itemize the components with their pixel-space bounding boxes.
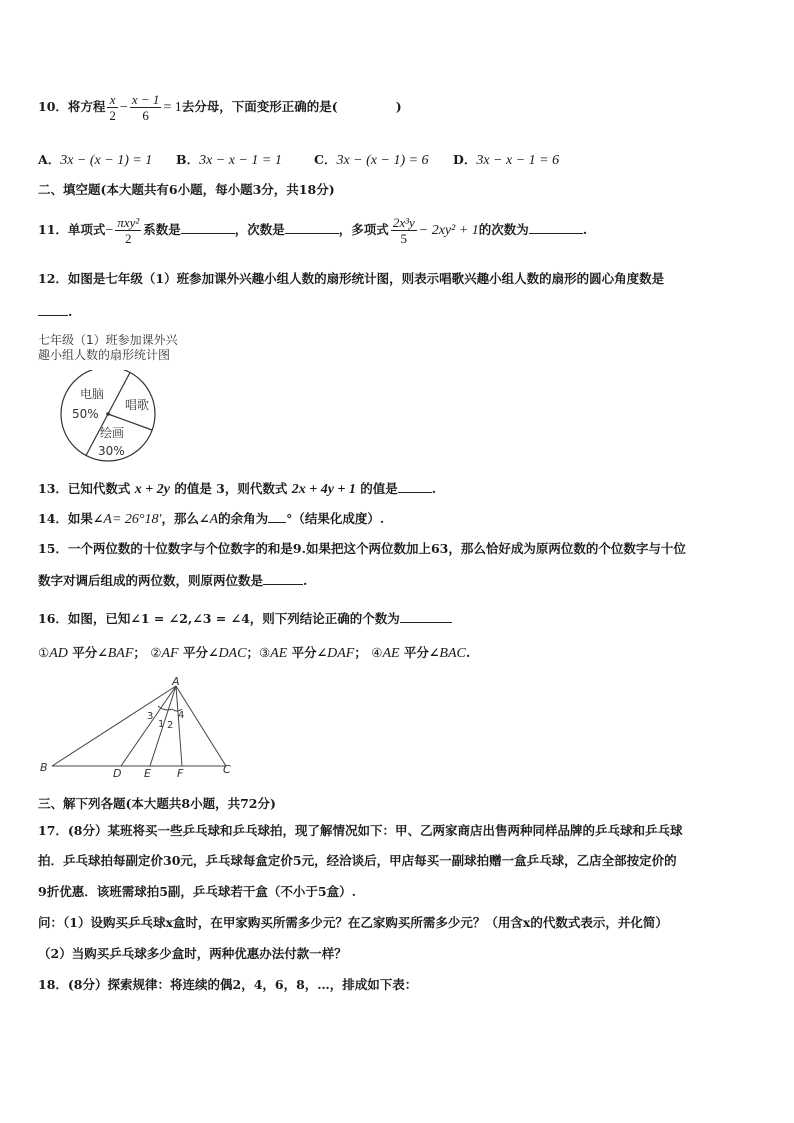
option-letter: B． [176,152,200,167]
q13-text: 的值是 3，则代数式 [174,481,288,496]
triangle-figure [34,676,244,780]
circled-number: ① [38,645,50,660]
angle: BAC [439,646,466,661]
circled-number: ④ [371,645,383,660]
option-letter: C． [314,152,337,167]
side-ac [176,686,226,766]
numerator: 2x³y [392,215,415,230]
angle-value: = 26°18′ [111,512,162,527]
segment: AD [49,646,68,661]
q13-text: 的值是 [360,481,398,496]
period: . [68,304,73,319]
question-10 [38,92,402,123]
angle-label-3: 3 [147,711,154,722]
separator: ； [133,645,146,660]
segment: AE [270,646,288,661]
denominator: 6 [142,108,149,123]
question-17-line3: 9折优惠．该班需球拍5副，乒乓球若干盒（不小于5盒）. [38,884,356,899]
close-paren: ) [395,99,402,114]
section-3-heading: 三、解下列各题(本大题共8小题，共72分) [38,796,276,811]
q10-text: 去分母，下面变形正确的是( [181,99,338,114]
answer-blank [181,221,235,234]
question-18: 18．(8分）探索规律：将连续的偶2，4，6，8，…，排成如下表： [38,977,418,992]
variable: A [103,512,112,527]
sector-percent-computer: 50% [72,407,99,421]
answer-blank [38,303,68,316]
q14-text: ，那么∠ [161,511,210,526]
option-expr: 3x − (x − 1) = 6 [336,153,429,168]
period: . [465,645,471,660]
question-16 [38,610,452,627]
pie-center [106,412,110,416]
sector-label-drawing: 绘画 [100,426,125,440]
q13-label: 13．已知代数式 [38,481,131,496]
question-12-line2 [38,303,72,320]
vertex-a: A [172,676,180,688]
vertex-f: F [177,767,184,780]
sector-label-singing: 唱歌 [125,398,150,412]
q16-text: 16．如图，已知∠1 = ∠2,∠3 = ∠4，则下列结论正确的个数为 [38,611,400,626]
option-a [38,150,152,169]
answer-blank [268,510,286,523]
question-15: 15．一个两位数的十位数字与个位数字的和是9.如果把这个两位数加上63，那么恰好成为原两位数的个位数字与十位 [38,541,686,556]
conclusion-text: 平分∠ [182,645,219,660]
denominator: 2 [125,231,132,246]
option-letter: A． [38,152,61,167]
variable: A [209,512,219,527]
answer-blank [285,221,339,234]
sector-label-computer: 电脑 [80,387,105,401]
fraction [107,92,118,123]
equals-one: = 1 [163,100,182,115]
numerator: x [107,92,118,108]
answer-blank [400,610,452,623]
minus-sign: − [119,100,128,115]
expression: x + 2y [134,482,170,497]
option-expr: 3x − (x − 1) = 1 [60,153,153,168]
pie-caption-line1: 七年级（1）班参加课外兴 [38,333,178,347]
conclusion-text: 平分∠ [291,645,328,660]
circled-number: ② [150,645,162,660]
conclusion-text: 平分∠ [403,645,440,660]
q11-text: ，次数是 [234,222,285,237]
question-17-line1: 17．(8分）某班将买一些乒乓球和乒乓球拍，现了解情况如下：甲、乙两家商店出售两种同样品牌的乒乓球和乒乓球 [38,823,683,838]
q10-label: 10．将方程 [38,99,106,114]
period: . [303,573,308,588]
q11-text: 的次数为 [478,222,529,237]
option-expr: 3x − x − 1 = 1 [199,153,282,168]
segment: AE [382,646,400,661]
q11-label: 11．单项式 [38,222,106,237]
separator: ； [354,645,367,660]
option-c [314,150,429,169]
question-11 [38,215,587,246]
vertex-c: C [223,763,231,776]
pie-chart [58,370,164,466]
fraction [130,92,162,123]
option-d [453,150,559,169]
answer-blank [398,480,432,493]
denominator: 2 [109,108,116,123]
vertex-e: E [144,767,151,780]
option-expr: 3x − x − 1 = 6 [476,153,560,168]
segment: AF [161,646,179,661]
numerator: πxy² [117,215,140,230]
fraction [391,215,417,246]
expression: 2x + 4y + 1 [291,482,356,497]
angle-label-4: 4 [178,710,185,721]
question-13 [38,480,436,498]
answer-blank [263,572,303,585]
question-17-line2: 拍．乒乓球拍每副定价30元，乒乓球每盒定价5元，经洽谈后，甲店每买一副球拍赠一盒乒乓球，乙店全部按定价的 [38,853,677,868]
sector-percent-drawing: 30% [98,444,125,458]
separator: ； [246,645,259,660]
q15-text: 数字对调后组成的两位数，则原两位数是 [38,573,264,588]
option-letter: D． [453,152,477,167]
question-12: 12．如图是七年级（1）班参加课外兴趣小组人数的扇形统计图，则表示唱歌兴趣小组人数的扇形的圆心角度数是 [38,271,665,286]
period: . [582,222,588,237]
question-17-line5: （2）当购买乒乓球多少盒时，两种优惠办法付款一样？ [38,946,347,961]
section-2-heading: 二、填空题(本大题共有6小题，每小题3分，共18分) [38,182,335,197]
answer-blank [529,221,583,234]
question-15-line2 [38,572,307,589]
conclusion-text: 平分∠ [72,645,108,660]
period: . [431,481,437,496]
angle: BAF [107,646,134,661]
angle: DAC [218,646,247,661]
polynomial-rest: − 2xy² + 1 [418,223,479,238]
fraction [115,215,141,246]
circled-number: ③ [258,645,271,660]
minus-sign: − [105,223,114,238]
question-16-conclusions [38,645,470,662]
vertex-b: B [40,761,48,774]
angle: DAF [327,646,355,661]
segment-af [176,686,185,766]
q14-label: 14．如果∠ [38,511,104,526]
denominator: 5 [400,231,408,246]
q14-text: 的余角为 [218,511,269,526]
angle-label-1: 1 [158,719,165,730]
q11-text: ，多项式 [338,222,389,237]
question-17-line4: 问：（1）设购买乒乓球x盒时，在甲家购买所需多少元？在乙家购买所需多少元？（用含x的代数式表示，并化简） [38,915,668,930]
pie-caption-line2: 趣小组人数的扇形统计图 [38,348,171,362]
vertex-d: D [113,767,122,780]
angle-label-2: 2 [167,720,174,731]
question-14 [38,510,384,528]
q11-text: 系数是 [143,222,181,237]
numerator: x − 1 [131,92,160,107]
option-b [176,150,282,169]
q14-text: °（结果化成度）. [286,511,385,526]
